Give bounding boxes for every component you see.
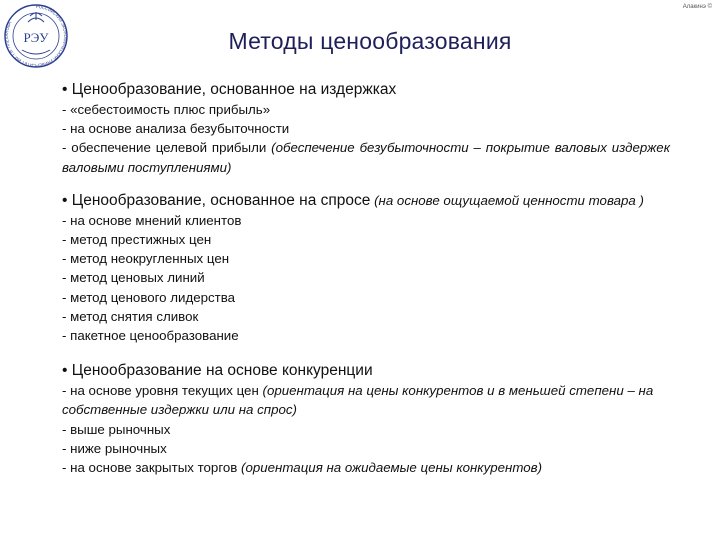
section-competition-based	[62, 361, 670, 477]
section-heading: • Ценообразование, основанное на спросе	[62, 191, 371, 209]
page-title: Методы ценообразования	[228, 28, 512, 54]
list-item: - пакетное ценообразование	[62, 328, 239, 344]
list-item: - метод ценовых линий	[62, 270, 205, 286]
section-heading: • Ценообразование, основанное на издержках	[62, 81, 397, 98]
list-item: - ниже рыночных	[62, 440, 167, 456]
list-item	[62, 138, 670, 176]
list-item-text: - обеспечение целевой прибыли	[62, 140, 267, 156]
list-item: - выше рыночных	[62, 421, 171, 437]
list-item	[62, 381, 670, 419]
list-item-note: (ориентация на ожидаемые цены конкурентов)	[241, 460, 543, 476]
list-item-note: (ориентация на цены конкурентов и в меньшей степени – на собственные издержки или на спрос)	[62, 383, 654, 418]
list-item: - «себестоимость плюс прибыль»	[62, 102, 271, 117]
list-item: - метод ценового лидерства	[62, 289, 236, 305]
list-item-note: (обеспечение безубыточности – покрытие валовых издержек валовыми поступлениями)	[62, 140, 670, 175]
list-item-text: - на основе закрытых торгов	[62, 460, 238, 476]
section-cost-based	[62, 80, 670, 177]
logo-letters: РЭУ	[23, 30, 49, 45]
section-heading-note: (на основе ощущаемой ценности товара )	[374, 192, 644, 208]
section-heading: • Ценообразование на основе конкуренции	[62, 362, 373, 380]
content-body	[62, 80, 670, 477]
section-demand-based	[62, 191, 670, 345]
list-item: - метод снятия сливок	[62, 308, 199, 324]
list-item: - метод неокругленных цен	[62, 251, 230, 267]
logo-ring-text: РОССИЙСКИЙ ЭКОНОМИЧЕСКИЙ УНИВЕРСИТЕТ ИМ. Г.В. ПЛЕХАНОВА	[3, 3, 68, 69]
section-heading-block	[62, 191, 670, 211]
list-item-text: - на основе уровня текущих цен	[62, 383, 259, 399]
list-item: - метод престижных цен	[62, 232, 212, 248]
list-item: - на основе анализа безубыточности	[62, 121, 290, 137]
corner-watermark: Алакинэ ©	[682, 4, 712, 10]
list-item	[62, 458, 670, 477]
list-item: - на основе мнений клиентов	[62, 212, 242, 228]
